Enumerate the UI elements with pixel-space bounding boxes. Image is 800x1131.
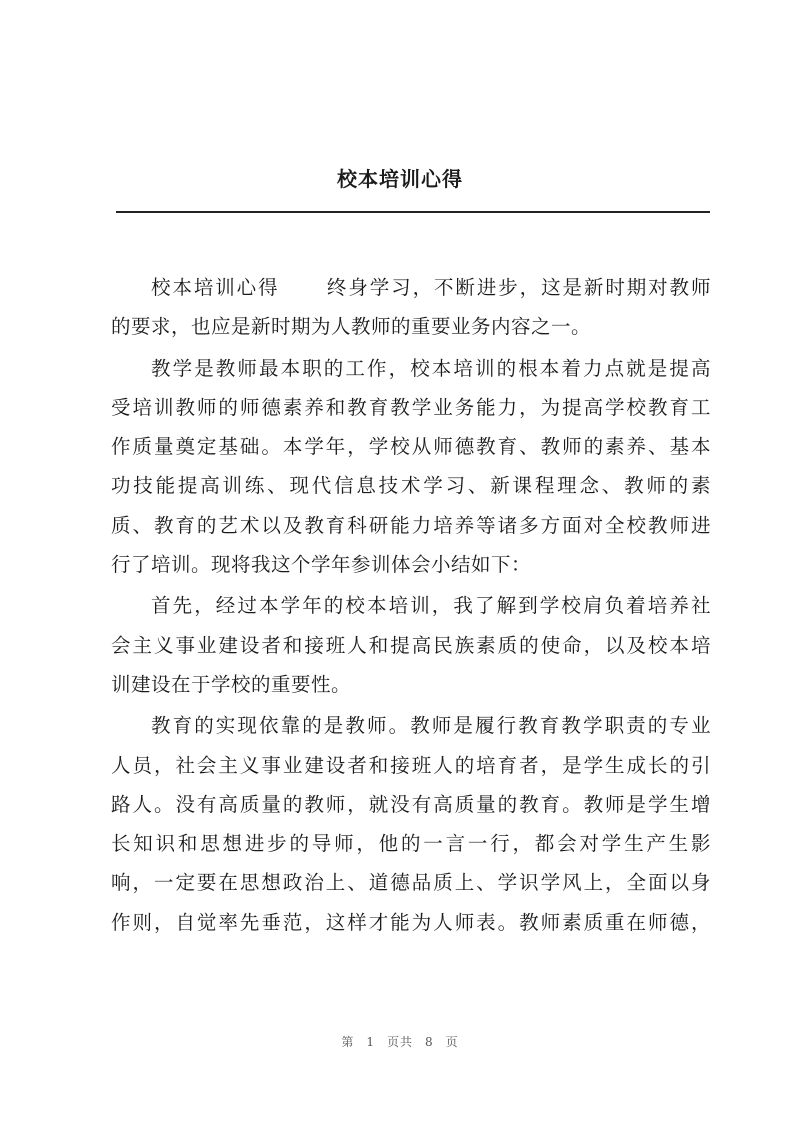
text-line: 教育的实现依靠的是教师。教师是履行教育教学职责的专业: [151, 714, 711, 738]
text-line: 训建设在于学校的重要性。: [111, 672, 352, 696]
text-line: 的要求，也应是新时期为人教师的重要业务内容之一。: [111, 315, 592, 339]
text-line: 路人。没有高质量的教师，就没有高质量的教育。教师是学生增: [111, 792, 711, 816]
text-line: 质、教育的艺术以及教育科研能力培养等诸多方面对全校教师进: [111, 513, 711, 537]
text-line: 响，一定要在思想政治上、道德品质上、学识学风上，全面以身: [111, 871, 711, 895]
total-pages: 8: [425, 1035, 434, 1049]
text-line: 作则，自觉率先垂范，这样才能为人师表。教师素质重在师德，: [111, 910, 711, 934]
footer-middle: 页共: [386, 1035, 413, 1049]
text-line: 教学是教师最本职的工作，校本培训的根本着力点就是提高: [151, 356, 711, 380]
line-text: 终身学习，不断进步，这是新时期对教师: [325, 276, 711, 299]
page-number: 1: [366, 1035, 375, 1049]
footer-suffix: 页: [445, 1035, 459, 1049]
text-line: 人员，社会主义事业建设者和接班人的培育者，是学生成长的引: [111, 753, 711, 777]
text-line: 受培训教师的师德素养和教育教学业务能力，为提高学校教育工: [111, 395, 711, 419]
text-line: 会主义事业建设者和接班人和提高民族素质的使命，以及校本培: [111, 633, 711, 657]
text-line: 行了培训。现将我这个学年参训体会小结如下：: [111, 553, 532, 577]
text-line: 长知识和思想进步的导师，他的一言一行，都会对学生产生影: [111, 832, 711, 856]
text-line: 功技能提高训练、现代信息技术学习、新课程理念、教师的素: [111, 474, 711, 498]
document-title: 校本培训心得: [337, 167, 463, 191]
document-body: [111, 268, 711, 942]
inline-heading: 校本培训心得: [151, 276, 280, 299]
footer-prefix: 第: [341, 1035, 355, 1049]
text-line: 作质量奠定基础。本学年，学校从师德教育、教师的素养、基本: [111, 435, 711, 459]
title-underline: [116, 211, 710, 213]
page-footer: [0, 1033, 800, 1050]
text-line: [111, 268, 711, 307]
text-line: 首先，经过本学年的校本培训，我了解到学校肩负着培养社: [151, 594, 711, 618]
